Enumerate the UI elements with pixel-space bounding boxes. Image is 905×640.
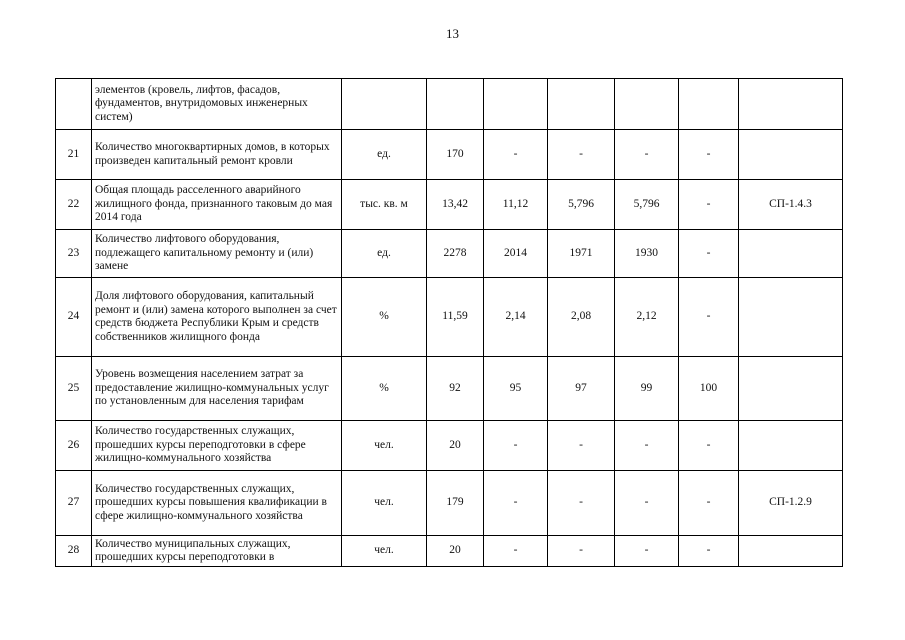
reference-cell	[739, 130, 843, 180]
value-cell-4: -	[615, 421, 679, 471]
value-cell-1: 20	[427, 421, 484, 471]
unit-cell	[342, 79, 427, 130]
table-row	[56, 180, 843, 230]
value-cell-3: -	[548, 421, 615, 471]
indicator-description: Количество государственных служащих, прошедших курсы повышения квалификации в сфере жилищно-коммунального хозяйства	[92, 471, 342, 536]
value-cell-5: -	[679, 278, 739, 357]
table-row	[56, 471, 843, 536]
value-cell-4: 2,12	[615, 278, 679, 357]
unit-cell: чел.	[342, 421, 427, 471]
value-cell-1: 170	[427, 130, 484, 180]
unit-cell: чел.	[342, 471, 427, 536]
value-cell-5	[679, 79, 739, 130]
reference-cell	[739, 421, 843, 471]
row-number: 25	[56, 357, 92, 421]
row-number	[56, 79, 92, 130]
value-cell-1: 13,42	[427, 180, 484, 230]
row-number: 26	[56, 421, 92, 471]
reference-cell	[739, 536, 843, 567]
reference-cell: СП-1.4.3	[739, 180, 843, 230]
reference-cell	[739, 230, 843, 278]
table-row	[56, 536, 843, 567]
value-cell-3: -	[548, 536, 615, 567]
value-cell-2: 2,14	[484, 278, 548, 357]
value-cell-1: 179	[427, 471, 484, 536]
indicator-description: Доля лифтового оборудования, капитальный ремонт и (или) замена которого выполнен за счет средств бюджета Республики Крым и средств собственников жилищного фонда	[92, 278, 342, 357]
value-cell-3: 2,08	[548, 278, 615, 357]
value-cell-3: 97	[548, 357, 615, 421]
unit-cell: ед.	[342, 230, 427, 278]
table-row	[56, 230, 843, 278]
row-number: 24	[56, 278, 92, 357]
unit-cell: %	[342, 357, 427, 421]
row-number: 28	[56, 536, 92, 567]
table-row	[56, 278, 843, 357]
value-cell-4: -	[615, 536, 679, 567]
table-row	[56, 79, 843, 130]
value-cell-4: 5,796	[615, 180, 679, 230]
indicator-description: элементов (кровель, лифтов, фасадов, фундаментов, внутридомовых инженерных систем)	[92, 79, 342, 130]
unit-cell: ед.	[342, 130, 427, 180]
value-cell-1	[427, 79, 484, 130]
indicator-description: Общая площадь расселенного аварийного жилищного фонда, признанного таковым до мая 2014 года	[92, 180, 342, 230]
value-cell-1: 11,59	[427, 278, 484, 357]
value-cell-3: -	[548, 130, 615, 180]
row-number: 22	[56, 180, 92, 230]
value-cell-1: 20	[427, 536, 484, 567]
value-cell-2	[484, 79, 548, 130]
reference-cell	[739, 278, 843, 357]
value-cell-5: -	[679, 421, 739, 471]
value-cell-2: -	[484, 471, 548, 536]
value-cell-5: -	[679, 536, 739, 567]
row-number: 21	[56, 130, 92, 180]
table-row	[56, 421, 843, 471]
value-cell-2: -	[484, 421, 548, 471]
unit-cell: чел.	[342, 536, 427, 567]
value-cell-2: 95	[484, 357, 548, 421]
value-cell-4	[615, 79, 679, 130]
reference-cell: СП-1.2.9	[739, 471, 843, 536]
reference-cell	[739, 357, 843, 421]
table-body	[56, 79, 843, 567]
row-number: 23	[56, 230, 92, 278]
unit-cell: тыс. кв. м	[342, 180, 427, 230]
indicator-description: Количество лифтового оборудования, подлежащего капитальному ремонту и (или) замене	[92, 230, 342, 278]
value-cell-2: -	[484, 536, 548, 567]
value-cell-5: -	[679, 471, 739, 536]
value-cell-2: -	[484, 130, 548, 180]
value-cell-1: 2278	[427, 230, 484, 278]
value-cell-3: 1971	[548, 230, 615, 278]
value-cell-3: -	[548, 471, 615, 536]
value-cell-4: 1930	[615, 230, 679, 278]
indicators-table	[55, 78, 843, 567]
indicator-description: Количество многоквартирных домов, в которых произведен капитальный ремонт кровли	[92, 130, 342, 180]
value-cell-2: 2014	[484, 230, 548, 278]
reference-cell	[739, 79, 843, 130]
value-cell-5: 100	[679, 357, 739, 421]
value-cell-5: -	[679, 130, 739, 180]
page-number: 13	[446, 26, 459, 41]
value-cell-3: 5,796	[548, 180, 615, 230]
value-cell-4: 99	[615, 357, 679, 421]
value-cell-4: -	[615, 471, 679, 536]
row-number: 27	[56, 471, 92, 536]
value-cell-5: -	[679, 180, 739, 230]
value-cell-2: 11,12	[484, 180, 548, 230]
indicator-description: Количество государственных служащих, прошедших курсы переподготовки в сфере жилищно-коммунального хозяйства	[92, 421, 342, 471]
indicator-description: Количество муниципальных служащих, прошедших курсы переподготовки в	[92, 536, 342, 567]
table-row	[56, 130, 843, 180]
unit-cell: %	[342, 278, 427, 357]
value-cell-3	[548, 79, 615, 130]
value-cell-4: -	[615, 130, 679, 180]
indicator-description: Уровень возмещения населением затрат за предоставление жилищно-коммунальных услуг по установленным для населения тарифам	[92, 357, 342, 421]
value-cell-5: -	[679, 230, 739, 278]
value-cell-1: 92	[427, 357, 484, 421]
table-row	[56, 357, 843, 421]
